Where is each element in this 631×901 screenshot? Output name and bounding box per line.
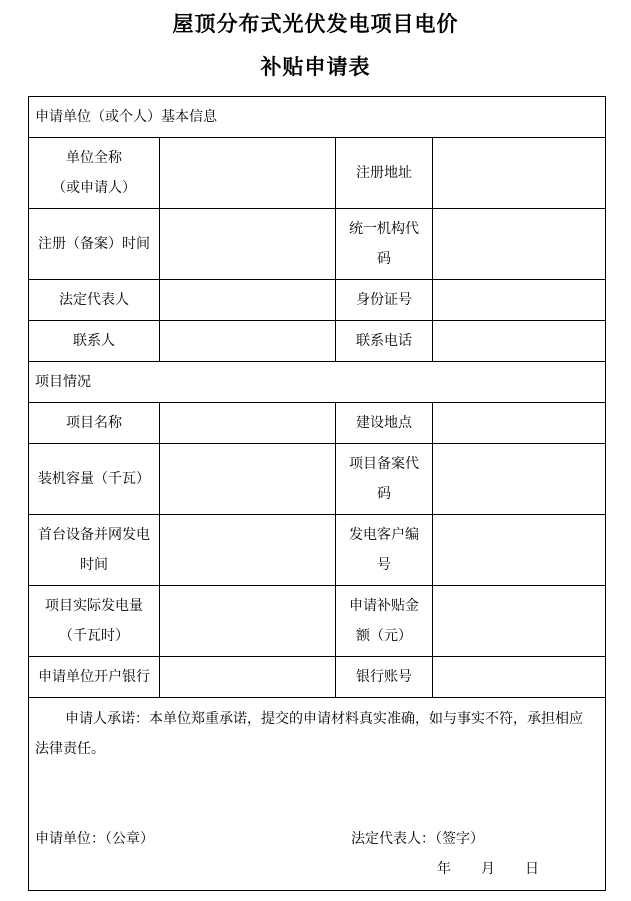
table-row <box>29 97 606 138</box>
legal-rep-field[interactable] <box>160 280 336 321</box>
capacity-field[interactable] <box>160 444 336 515</box>
contact-label: 联系人 <box>29 321 160 362</box>
contact-phone-label: 联系电话 <box>336 321 433 362</box>
form-subtitle: 补贴申请表 <box>260 54 371 79</box>
first-grid-time-field[interactable] <box>160 515 336 586</box>
legal-rep-sign-label: 法定代表人：（签字） <box>351 831 484 847</box>
unit-name-field[interactable] <box>160 138 336 209</box>
project-name-label: 项目名称 <box>29 403 160 444</box>
bank-account-field[interactable] <box>433 657 606 698</box>
commitment-text: 申请人承诺：本单位郑重承诺，提交的申请材料真实准确，如与事实不符，承担相应法律责任。 <box>35 711 583 757</box>
commitment-cell <box>29 698 606 891</box>
contact-phone-field[interactable] <box>433 321 606 362</box>
build-site-field[interactable] <box>433 403 606 444</box>
table-row <box>29 444 606 515</box>
date-line <box>437 854 539 884</box>
credit-code-label: 统一机构代 码 <box>336 209 433 280</box>
table-row <box>29 515 606 586</box>
customer-no-label: 发电客户编 号 <box>336 515 433 586</box>
reg-time-label: 注册（备案）时间 <box>29 209 160 280</box>
customer-no-field[interactable] <box>433 515 606 586</box>
bank-field[interactable] <box>160 657 336 698</box>
reg-time-field[interactable] <box>160 209 336 280</box>
table-row <box>29 321 606 362</box>
actual-generation-field[interactable] <box>160 586 336 657</box>
table-row <box>29 403 606 444</box>
project-name-field[interactable] <box>160 403 336 444</box>
legal-rep-label: 法定代表人 <box>29 280 160 321</box>
form-title: 屋顶分布式光伏发电项目电价 <box>172 11 459 36</box>
first-grid-time-label: 首台设备并网发电 时间 <box>29 515 160 586</box>
applicant-seal-label: 申请单位：（公章） <box>35 831 154 847</box>
record-code-label: 项目备案代 码 <box>336 444 433 515</box>
section-basic-info: 申请单位（或个人）基本信息 <box>29 97 606 138</box>
date-month: 月 <box>481 861 495 877</box>
bank-account-label: 银行账号 <box>336 657 433 698</box>
date-year: 年 <box>437 861 451 877</box>
contact-field[interactable] <box>160 321 336 362</box>
table-row <box>29 209 606 280</box>
table-row <box>29 698 606 891</box>
table-row <box>29 586 606 657</box>
capacity-label: 装机容量（千瓦） <box>29 444 160 515</box>
unit-name-label: 单位全称 （或申请人） <box>29 138 160 209</box>
subsidy-amount-label: 申请补贴金 额（元） <box>336 586 433 657</box>
subsidy-application-table <box>28 96 606 891</box>
actual-generation-label: 项目实际发电量 （千瓦时） <box>29 586 160 657</box>
table-row <box>29 362 606 403</box>
record-code-field[interactable] <box>433 444 606 515</box>
table-row <box>29 280 606 321</box>
reg-address-field[interactable] <box>433 138 606 209</box>
date-day: 日 <box>525 861 539 877</box>
section-project-info: 项目情况 <box>29 362 606 403</box>
bank-label: 申请单位开户银行 <box>29 657 160 698</box>
subsidy-amount-field[interactable] <box>433 586 606 657</box>
credit-code-field[interactable] <box>433 209 606 280</box>
table-row <box>29 657 606 698</box>
table-row <box>29 138 606 209</box>
build-site-label: 建设地点 <box>336 403 433 444</box>
id-number-field[interactable] <box>433 280 606 321</box>
reg-address-label: 注册地址 <box>336 138 433 209</box>
id-number-label: 身份证号 <box>336 280 433 321</box>
